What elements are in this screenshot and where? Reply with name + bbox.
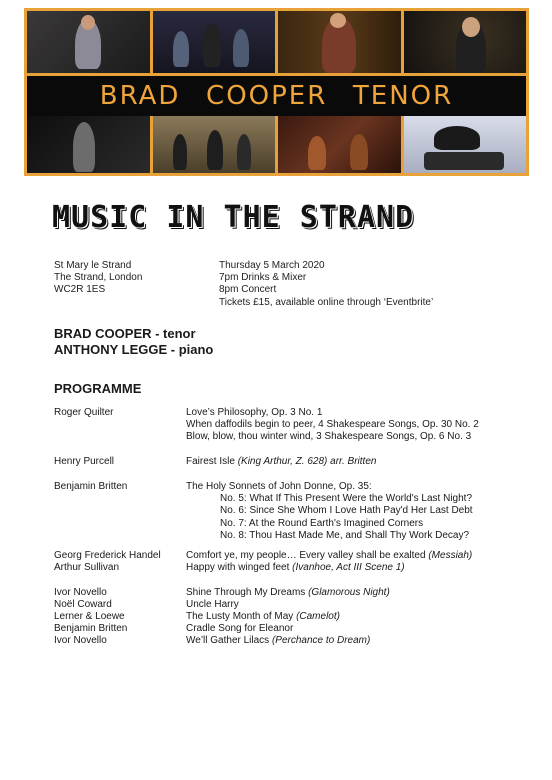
work-title <box>186 587 390 599</box>
work-text: No. 6: Since She Whom I Love Hath Pay'd Her Last Debt <box>220 505 473 517</box>
photo-string-players <box>278 116 401 173</box>
works-list <box>186 550 472 562</box>
works-list <box>186 623 293 635</box>
work-text: The Holy Sonnets of John Donne, Op. 35: <box>186 481 372 492</box>
work-text: No. 5: What If This Present Were the World's Last Night? <box>220 493 473 505</box>
work-text: No. 8: Thou Hast Made Me, and Shall Thy Work Decay? <box>220 529 470 541</box>
work-title <box>186 456 376 468</box>
composer-name: Roger Quilter <box>54 407 114 418</box>
venue-line: St Mary le Strand <box>54 260 132 271</box>
work-title <box>186 518 473 530</box>
composer-name: Ivor Novello <box>54 635 107 646</box>
work-title <box>186 562 405 574</box>
work-title <box>186 623 293 635</box>
performers-block <box>54 326 213 358</box>
composer-name: Benjamin Britten <box>54 623 128 634</box>
event-title: MUSIC IN THE STRAND <box>52 200 415 235</box>
work-source-note: (Messiah) <box>428 550 473 561</box>
work-source-note: (Perchance to Dream) <box>271 635 371 646</box>
performer-line: BRAD COOPER - tenor <box>54 326 196 341</box>
programme-heading: PROGRAMME <box>54 381 142 396</box>
work-title <box>186 419 479 431</box>
work-text: No. 7: At the Round Earth's Imagined Corners <box>220 517 424 529</box>
work-text: We’ll Gather Lilacs <box>186 635 272 646</box>
composer-name: Noël Coward <box>54 599 112 610</box>
photo-ensemble-hall <box>153 116 276 173</box>
venue-block <box>54 260 142 297</box>
works-list <box>186 587 390 599</box>
work-text: Blow, blow, thou winter wind, 3 Shakespeare Songs, Op. 6 No. 3 <box>186 431 472 443</box>
banner-word-1: BRAD <box>99 81 181 111</box>
work-source-note: (King Arthur, Z. 628) arr. Britten <box>237 456 377 467</box>
name-band <box>27 76 526 116</box>
work-text: Love’s Philosophy, Op. 3 No. 1 <box>186 407 323 418</box>
work-source-note: (Camelot) <box>296 611 340 622</box>
event-detail-line: Tickets £15, available online through ‘Eventbrite’ <box>219 296 434 308</box>
work-title <box>186 431 479 443</box>
composer-name: Benjamin Britten <box>54 481 128 492</box>
composer-name: Henry Purcell <box>54 456 115 467</box>
works-list <box>186 456 376 468</box>
work-text: When daffodils begin to peer, 4 Shakespeare Songs, Op. 30 No. 2 <box>186 419 479 431</box>
photo-microphone-bw <box>27 116 150 173</box>
work-source-note: (Glamorous Night) <box>308 587 390 598</box>
work-text: Happy with winged feet <box>186 562 293 573</box>
works-list <box>186 407 479 444</box>
event-detail-line: 8pm Concert <box>219 284 277 296</box>
work-title <box>186 493 473 505</box>
composer-name: Arthur Sullivan <box>54 562 120 573</box>
performer-line: ANTHONY LEGGE - piano <box>54 342 214 357</box>
work-text: Cradle Song for Eleanor <box>186 623 294 634</box>
venue-line: The Strand, London <box>54 272 143 284</box>
banner-word-2: COOPER <box>206 81 328 111</box>
work-title <box>186 635 370 647</box>
works-list <box>186 611 340 623</box>
photo-portrait <box>404 11 527 73</box>
work-title <box>186 599 239 611</box>
work-text: Shine Through My Dreams <box>186 587 309 598</box>
works-list <box>186 635 370 647</box>
event-detail-line: Thursday 5 March 2020 <box>219 260 325 271</box>
works-list <box>186 599 239 611</box>
work-text: Fairest Isle <box>186 456 238 467</box>
work-title <box>186 550 472 562</box>
photo-strip-bottom <box>27 116 526 173</box>
work-title <box>186 505 473 517</box>
header-banner <box>24 8 529 176</box>
photo-period-costume <box>278 11 401 73</box>
event-detail-line: 7pm Drinks & Mixer <box>219 272 307 284</box>
work-title <box>186 530 473 542</box>
works-list <box>186 562 405 574</box>
photo-singer-gesture <box>27 11 150 73</box>
work-title <box>186 611 340 623</box>
photo-strip-top <box>27 11 526 73</box>
composer-name: Georg Frederick Handel <box>54 550 161 561</box>
work-text: Uncle Harry <box>186 599 239 610</box>
composer-name: Lerner & Loewe <box>54 611 125 622</box>
work-text: The Lusty Month of May <box>186 611 297 622</box>
work-title <box>186 481 473 493</box>
venue-line: WC2R 1ES <box>54 284 106 296</box>
photo-concert-stage <box>153 11 276 73</box>
works-list <box>186 481 473 542</box>
event-details-block <box>219 260 433 309</box>
photo-piano-leap <box>404 116 527 173</box>
composer-name: Ivor Novello <box>54 587 107 598</box>
work-source-note: (Ivanhoe, Act III Scene 1) <box>292 562 405 573</box>
work-text: Comfort ye, my people… Every valley shall be exalted <box>186 550 429 561</box>
banner-word-3: TENOR <box>352 81 454 111</box>
work-title <box>186 407 479 419</box>
